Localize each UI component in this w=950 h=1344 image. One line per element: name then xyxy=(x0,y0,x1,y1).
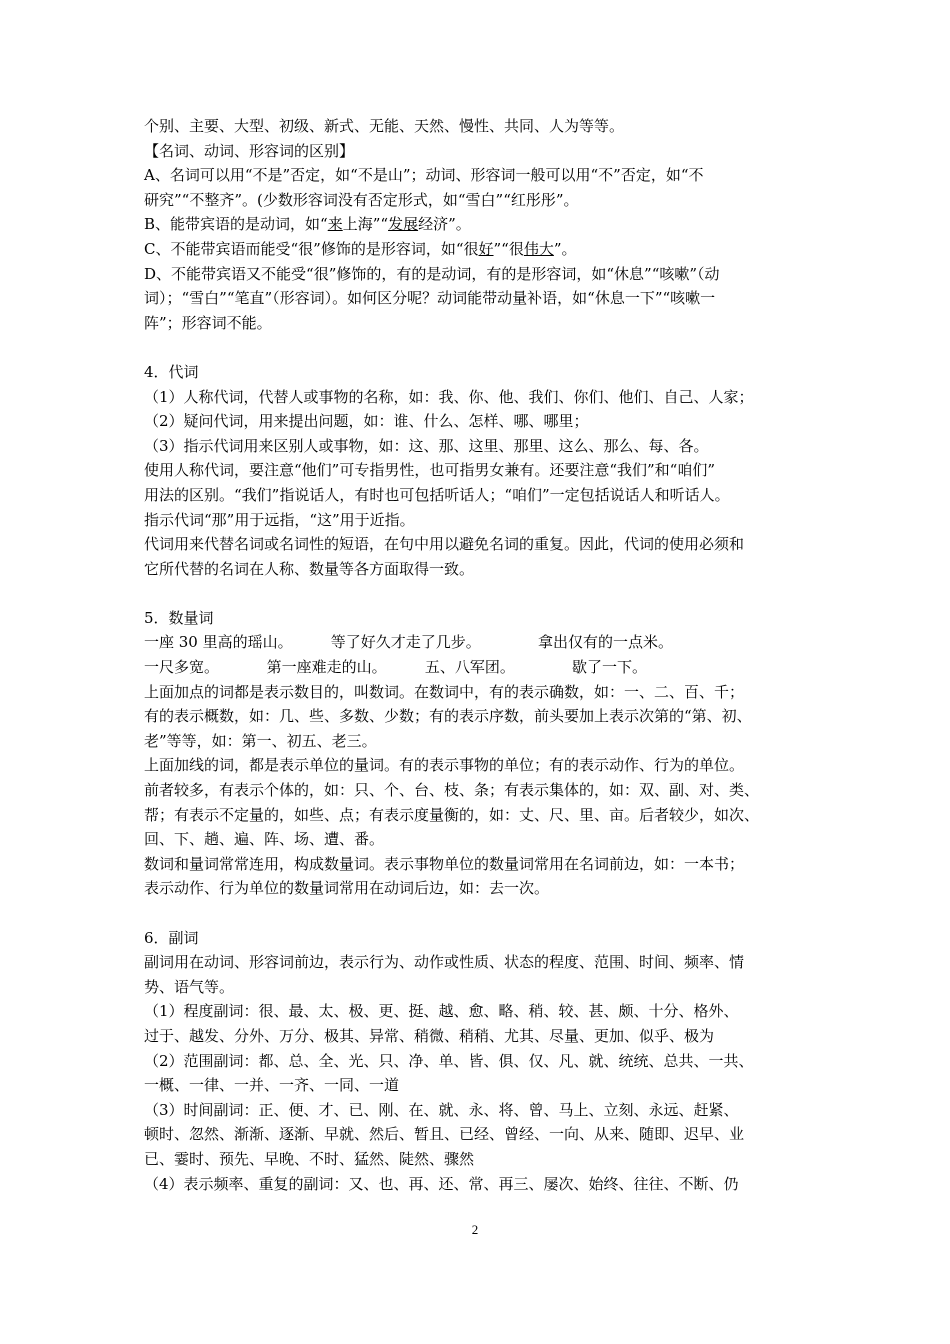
text-line: 个别、主要、大型、初级、新式、无能、天然、慢性、共同、人为等等。 xyxy=(144,117,625,135)
example-line: 一座 30 里高的瑶山。 等了好久才走了几步。 拿出仅有的一点米。 xyxy=(144,633,673,652)
paragraph-gap xyxy=(144,581,812,606)
text-line: 代词用来代替名词或名词性的短语，在句中用以避免名词的重复。因此，代词的使用必须和 xyxy=(144,535,745,554)
text-span: ”。 xyxy=(553,239,577,258)
text-line: 前者较多，有表示个体的，如：只、个、台、枝、条；有表示集体的，如：双、副、对、类、 xyxy=(144,781,760,800)
example-line: 一尺多宽。 第一座难走的山。 五、八军团。 歇了一下。 xyxy=(144,658,648,677)
underlined-word: 发展 xyxy=(388,215,419,234)
section-heading: 6．副词 xyxy=(144,928,199,947)
text-line: 上面加线的词，都是表示单位的量词。有的表示事物的单位；有的表示动作、行为的单位。 xyxy=(144,756,745,775)
underlined-word: 好 xyxy=(478,239,494,258)
text-line: 阵”；形容词不能。 xyxy=(144,313,272,332)
text-line xyxy=(144,237,812,262)
section-heading: 【名词、动词、形容词的区别】 xyxy=(144,141,355,160)
text-line: 已、霎时、预先、早晚、不时、猛然、陡然、骤然 xyxy=(144,1149,475,1168)
text-line: 词）；“雪白”“笔直”（形容词）。如何区分呢？动词能带动量补语，如“休息一下”“咳嗽一 xyxy=(144,289,716,308)
text-line: 副词用在动词、形容词前边，表示行为、动作或性质、状态的程度、范围、时间、频率、情 xyxy=(144,953,745,972)
text-span: 经济”。 xyxy=(418,215,471,234)
text-span: 上海”“ xyxy=(342,215,389,234)
paragraph-gap xyxy=(144,901,812,926)
text-line: 一概、一律、一并、一齐、一同、一道 xyxy=(144,1076,400,1095)
text-line: （3）指示代词用来区别人或事物，如：这、那、这里、那里、这么、那么、每、各。 xyxy=(144,436,709,455)
text-line: 有的表示概数，如：几、些、多数、少数；有的表示序数，前头要加上表示次第的“第、初、 xyxy=(144,707,752,726)
text-line: 指示代词“那”用于远指，“这”用于近指。 xyxy=(144,510,415,529)
document-body xyxy=(144,114,812,1196)
underlined-word: 来 xyxy=(327,215,343,234)
text-line: （2）范围副词：都、总、全、光、只、净、单、皆、俱、仅、凡、就、统统、总共、一共、 xyxy=(144,1051,754,1070)
text-line: 它所代替的名词在人称、数量等各方面取得一致。 xyxy=(144,559,475,578)
text-line: 使用人称代词，要注意“他们”可专指男性，也可指男女兼有。还要注意“我们”和“咱们” xyxy=(144,461,716,480)
text-line: 老”等等，如：第一、初五、老三。 xyxy=(144,731,377,750)
text-span: B、能带宾语的是动词，如“ xyxy=(144,215,328,234)
text-line: A、名词可以用“不是”否定，如“不是山”；动词、形容词一般可以用“不”否定，如“不 xyxy=(144,166,704,185)
text-line: 顿时、忽然、渐渐、逐渐、早就、然后、暂且、已经、曾经、一向、从来、随即、迟早、业 xyxy=(144,1125,745,1144)
text-line: 用法的区别。“我们”指说话人，有时也可包括听话人；“咱们”一定包括说话人和听话人。 xyxy=(144,485,730,504)
text-line: 表示动作、行为单位的数量词常用在动词后边，如：去一次。 xyxy=(144,879,550,898)
text-line: （1）人称代词，代替人或事物的名称，如：我、你、他、我们、你们、他们、自己、人家； xyxy=(144,387,754,406)
text-line: （4）表示频率、重复的副词：又、也、再、还、常、再三、屡次、始终、往往、不断、仍 xyxy=(144,1174,739,1193)
text-line: （3）时间副词：正、便、才、已、刚、在、就、永、将、曾、马上、立刻、永远、赶紧、 xyxy=(144,1100,739,1119)
text-line: （1）程度副词：很、最、太、极、更、挺、越、愈、略、稍、较、甚、颇、十分、格外、 xyxy=(144,1002,739,1021)
text-line: D、不能带宾语又不能受“很”修饰的，有的是动词，有的是形容词，如“休息”“咳嗽”（动 xyxy=(144,264,720,283)
text-line: 势、语气等。 xyxy=(144,977,235,996)
underlined-word: 伟大 xyxy=(523,239,554,258)
text-line xyxy=(144,212,812,237)
text-line: 数词和量词常常连用，构成数量词。表示事物单位的数量词常用在名词前边，如：一本书； xyxy=(144,854,745,873)
section-heading: 4．代词 xyxy=(144,362,199,381)
text-line: 帮；有表示不定量的，如些、点；有表示度量衡的，如：丈、尺、里、亩。后者较少，如次、 xyxy=(144,805,760,824)
paragraph-gap xyxy=(144,335,812,360)
text-line: 过于、越发、分外、万分、极其、异常、稍微、稍稍、尤其、尽量、更加、似乎、极为 xyxy=(144,1026,715,1045)
text-span: ”“很 xyxy=(493,239,524,258)
text-line: 上面加点的词都是表示数目的，叫数词。在数词中，有的表示确数，如：一、二、百、千； xyxy=(144,682,745,701)
text-line: （2）疑问代词，用来提出问题，如：谁、什么、怎样、哪、哪里； xyxy=(144,412,589,431)
text-span: C、不能带宾语而能受“很”修饰的是形容词，如“很 xyxy=(144,239,479,258)
text-line: 回、下、趟、遍、阵、场、遭、番。 xyxy=(144,830,385,849)
section-heading: 5．数量词 xyxy=(144,608,214,627)
page-number: 2 xyxy=(471,1222,479,1237)
text-line: 研究”“不整齐”。(少数形容词没有否定形式，如“雪白”“红彤彤”。 xyxy=(144,190,579,209)
